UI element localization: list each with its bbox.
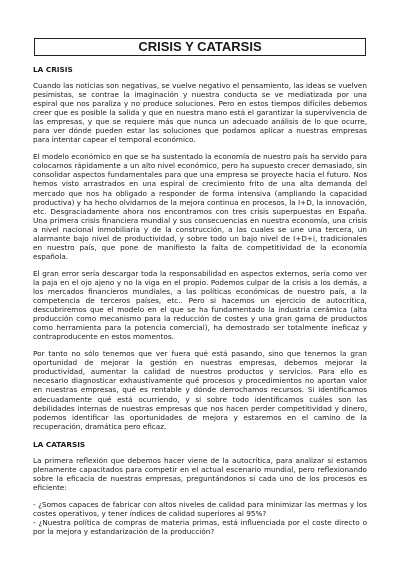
paragraph: La primera reflexión que debemos hacer viene de la autocrítica, para analizar si estamos plenamente capacitados para competir en el actual escenario mundial, pero reflexionando sobre la eficacia de nuestras empresas, preguntándonos si cada uno de los procesos es eficiente:	[33, 455, 367, 492]
paragraph: Cuando las noticias son negativas, se vuelve negativo el pensamiento, las ideas se vuelven pesimistas, se contrae la imaginación y nuestra conducta se ve mediatizada por una espiral que nos paraliza y no produce soluciones. Pero en estos tiempos difíciles debemos creer que es posible la salida y que en nuestra mano está el garantizar la supervivencia de las empresas, y que se requiere más que nunca un adecuado análisis de lo que ocurre, para ver dónde pueden estar las soluciones que podamos aplicar a nuestras empresas para intentar capear el temporal económico.	[33, 81, 367, 145]
section-heading-la-catarsis: LA CATARSIS	[33, 439, 86, 449]
bullet-item: - ¿Somos capaces de fabricar con altos niveles de calidad para minimizar las mermas y los costes operativos, y tener índices de calidad superiores al 95%?	[33, 499, 367, 518]
paragraph: El gran error sería descargar toda la responsabilidad en aspectos externos, sería como ver la paja en el ojo ajeno y no la viga en el propio. Podemos culpar de la crisis a los demás, a los mercados financieros mundiales, a las políticas económicas de nuestro país, a la competencia de terceros países, etc.. Pero si hacemos un ejercicio de autocrítica, descubriremos que el modelo en el que se ha fundamentado la industria cerámica (alta producción como mecanismo para la reducción de costes y una gran gama de productos como herramienta para la potencia comercial), ha demostrado ser totalmente ineficaz y contraproducente en estos momentos.	[33, 268, 367, 342]
paragraph: Por tanto no sólo tenemos que ver fuera qué está pasando, sino que tenemos la gran oportunidad de mejorar la gestión en nuestras empresas, debemos mejorar la productividad, aumentar la calidad de nuestros productos y servicios. Para ello es necesario diagnosticar exhaustivamente qué procesos y procedimientos no aportan valor en nuestras empresas, qué es rentable y dónde derrochamos recursos. Si identificamos adecuadamente qué está ocurriendo, y si sobre todo identificamos cuáles son las debilidades internas de nuestras empresas que nos hacen perder competitividad y dinero, podemos identificar las oportunidades de mejora y estaremos en el camino de la recuperación, dramática pero eficaz.	[33, 349, 367, 431]
section-heading-la-crisis: LA CRISIS	[33, 65, 73, 74]
bullet-item: - ¿Nuestra política de compras de materia primas, está influenciada por el coste directo o por la mejora y estandarización de la producción?	[33, 517, 367, 537]
document-title: CRISIS Y CATARSIS	[34, 38, 366, 56]
paragraph: El modelo económico en que se ha sustentado la economía de nuestro país ha servido para colocarnos rápidamente a un alto nivel económico, pero ha supuesto crecer demasiado, sin consolidar aspectos fundamentales para que una empresa se proyecte hacia el futuro. Nos hemos visto arrastrados en una espiral de crecimiento frito de una alta demanda del mercado que nos ha obligado a responder de forma intensiva (ampliando la capacidad productiva) y ha hecho olvidarnos de la mejora continua en procesos, la I+D, la innovación, etc. Desgraciadamente ahora nos encontramos con tres crisis superpuestas en España. Una primera crisis financiera mundial y sus consecuencias en nuestra economía, una crisis a nivel nacional inmobiliaria y de la construcción, a las cuales se une una tercera, un alarmante bajo nivel de productividad, y sobre todo un bajo nivel de I+D+i, tradicionales en nuestro país, que pone de manifiesto la falta de competitividad de la economía española.	[33, 152, 367, 261]
